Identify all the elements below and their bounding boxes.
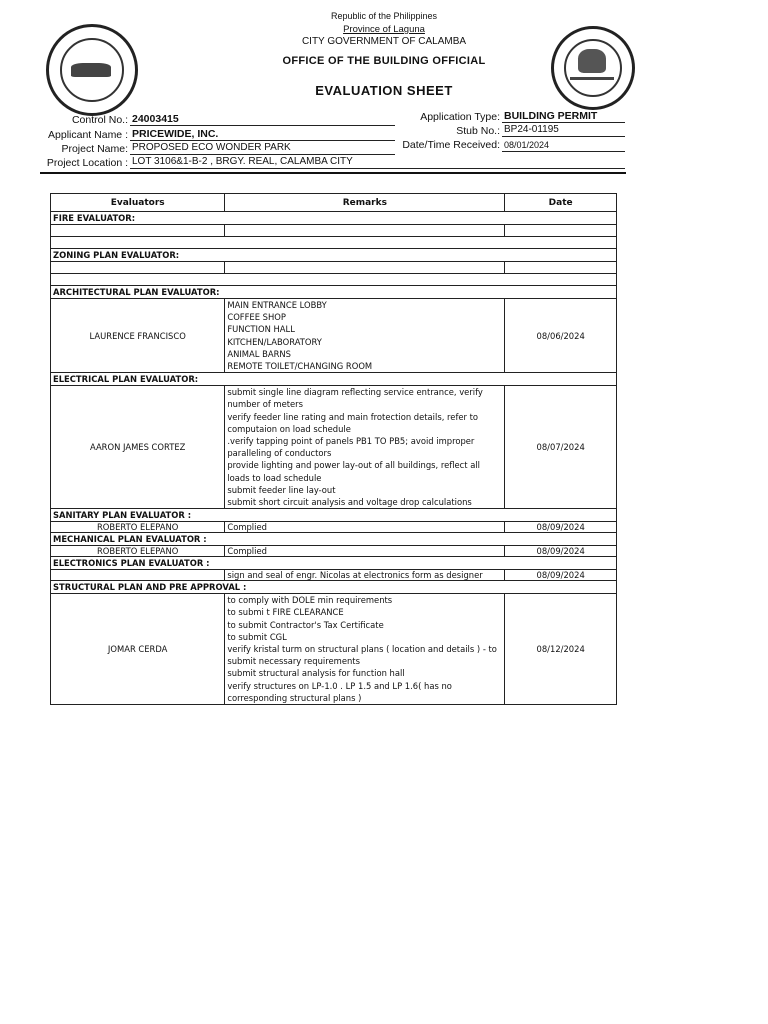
- header-separator: [40, 172, 626, 174]
- fire-evaluator-title: FIRE EVALUATOR:: [51, 212, 617, 225]
- table-row: [51, 274, 617, 286]
- remark-line: loads to load schedule: [227, 472, 322, 483]
- table-row: [51, 522, 617, 533]
- remark-line: MAIN ENTRANCE LOBBY: [227, 300, 327, 310]
- control-no-label: Control No.:: [71, 114, 128, 126]
- structural-evaluator-title: STRUCTURAL PLAN AND PRE APPROVAL :: [51, 581, 617, 594]
- table-row: [51, 225, 617, 237]
- section-row-sanitary: [51, 509, 617, 522]
- fire-evaluator-name: [51, 225, 225, 237]
- remark-line: COFFEE SHOP: [227, 312, 286, 323]
- structural-date: 08/12/2024: [505, 594, 617, 705]
- remark-line: to submit CGL: [227, 631, 287, 642]
- electronics-evaluator-title: ELECTRONICS PLAN EVALUATOR :: [51, 557, 617, 570]
- table-row: [51, 262, 617, 274]
- remark-line: REMOTE TOILET/CHANGING ROOM: [227, 361, 373, 372]
- remark-line: FUNCTION HALL: [227, 324, 295, 335]
- stub-no-label: Stub No.:: [456, 125, 500, 137]
- architectural-date: 08/06/2024: [505, 299, 617, 373]
- remark-line: submit single line diagram reflecting service entrance, verify: [227, 387, 483, 398]
- province-text: [0, 24, 768, 35]
- section-row-zoning: [51, 249, 617, 262]
- electrical-evaluator-name: AARON JAMES CORTEZ: [51, 386, 225, 509]
- table-row: [51, 570, 617, 581]
- electrical-remarks: [225, 386, 505, 509]
- remark-line: submit feeder line lay-out: [227, 484, 336, 495]
- applicant-name-label: Applicant Name :: [48, 129, 128, 141]
- project-location-value: LOT 3106&1-B-2 , BRGY. REAL, CALAMBA CITY: [130, 156, 625, 169]
- fire-evaluator-date: [505, 225, 617, 237]
- remark-line: submit structural analysis for function hall: [227, 668, 405, 679]
- remark-line: verify kristal turm on structural plans ( location and details ) - to: [227, 644, 497, 655]
- sanitary-remark: Complied: [225, 522, 505, 533]
- sanitary-evaluator-name: ROBERTO ELEPANO: [51, 522, 225, 533]
- office-title: OFFICE OF THE BUILDING OFFICIAL: [282, 55, 486, 67]
- remark-line: KITCHEN/LABORATORY: [227, 336, 322, 347]
- zoning-evaluator-date: [505, 262, 617, 274]
- remark-line: computaion on load schedule: [227, 423, 351, 434]
- structural-remarks: [225, 594, 505, 705]
- section-row-architectural: [51, 286, 617, 299]
- sanitary-evaluator-title: SANITARY PLAN EVALUATOR :: [51, 509, 617, 522]
- remark-line: ANIMAL BARNS: [227, 348, 291, 359]
- zoning-evaluator-name: [51, 262, 225, 274]
- architectural-remarks: [225, 299, 505, 373]
- electrical-evaluator-title: ELECTRICAL PLAN EVALUATOR:: [51, 373, 617, 386]
- remark-line: paralleling of conductors: [227, 448, 332, 459]
- table-row: [51, 299, 617, 373]
- date-received-value: 08/01/2024: [502, 139, 625, 152]
- fire-gap: [51, 237, 617, 249]
- republic-text: Republic of the Philippines: [330, 11, 438, 21]
- structural-evaluator-name: JOMAR CERDA: [51, 594, 225, 705]
- zoning-evaluator-title: ZONING PLAN EVALUATOR:: [51, 249, 617, 262]
- city-government-text: CITY GOVERNMENT OF CALAMBA: [301, 36, 467, 47]
- section-row-electrical: [51, 373, 617, 386]
- mechanical-evaluator-name: ROBERTO ELEPANO: [51, 546, 225, 557]
- remarks-header: Remarks: [225, 194, 505, 212]
- remark-line: submit short circuit analysis and voltage drop calculations: [227, 497, 472, 508]
- remark-line: verify structures on LP-1.0 . LP 1.5 and LP 1.6( has no: [227, 680, 452, 691]
- table-header-row: [51, 194, 617, 212]
- province-text-label: Province of Laguna: [343, 24, 425, 35]
- remark-line: to submit Contractor's Tax Certificate: [227, 619, 384, 630]
- remark-line: to comply with DOLE min requirements: [227, 595, 393, 606]
- remark-line: number of meters: [227, 399, 303, 410]
- section-row-mechanical: [51, 533, 617, 546]
- application-type-label: Application Type:: [420, 111, 500, 123]
- section-row-fire: [51, 212, 617, 225]
- project-name-value: PROPOSED ECO WONDER PARK: [130, 142, 395, 155]
- remark-line: .verify tapping point of panels PB1 TO PB5; avoid improper: [227, 436, 475, 447]
- application-type-value: BUILDING PERMIT: [502, 110, 625, 123]
- electronics-remark: sign and seal of engr. Nicolas at electronics form as designer: [225, 570, 505, 581]
- control-no-value: 24003415: [130, 113, 395, 126]
- project-location-label: Project Location :: [46, 157, 128, 169]
- architectural-evaluator-name: LAURENCE FRANCISCO: [51, 299, 225, 373]
- page-title: EVALUATION SHEET: [315, 83, 453, 98]
- zoning-evaluator-remarks: [225, 262, 505, 274]
- applicant-name-value: PRICEWIDE, INC.: [130, 128, 395, 141]
- table-row: [51, 594, 617, 705]
- remark-line: corresponding structural plans ): [227, 692, 362, 703]
- remark-line: submit necessary requirements: [227, 656, 360, 667]
- date-header: Date: [505, 194, 617, 212]
- electronics-evaluator-name: [51, 570, 225, 581]
- mechanical-remark: Complied: [225, 546, 505, 557]
- table-row: [51, 386, 617, 509]
- stub-no-value: BP24-01195: [502, 124, 625, 137]
- mechanical-date: 08/09/2024: [505, 546, 617, 557]
- electronics-date: 08/09/2024: [505, 570, 617, 581]
- sanitary-date: 08/09/2024: [505, 522, 617, 533]
- remark-line: to submi t FIRE CLEARANCE: [227, 607, 344, 618]
- section-row-electronics: [51, 557, 617, 570]
- evaluation-table: [50, 193, 617, 705]
- project-name-label: Project Name:: [61, 143, 128, 155]
- date-received-label: Date/Time Received:: [402, 139, 500, 151]
- architectural-evaluator-title: ARCHITECTURAL PLAN EVALUATOR:: [51, 286, 617, 299]
- table-row: [51, 546, 617, 557]
- remark-line: verify feeder line rating and main frotection details, refer to: [227, 411, 479, 422]
- fire-evaluator-remarks: [225, 225, 505, 237]
- zoning-gap: [51, 274, 617, 286]
- table-row: [51, 237, 617, 249]
- evaluators-header: Evaluators: [51, 194, 225, 212]
- remark-line: provide lighting and power lay-out of all buildings, reflect all: [227, 460, 481, 471]
- section-row-structural: [51, 581, 617, 594]
- electrical-date: 08/07/2024: [505, 386, 617, 509]
- mechanical-evaluator-title: MECHANICAL PLAN EVALUATOR :: [51, 533, 617, 546]
